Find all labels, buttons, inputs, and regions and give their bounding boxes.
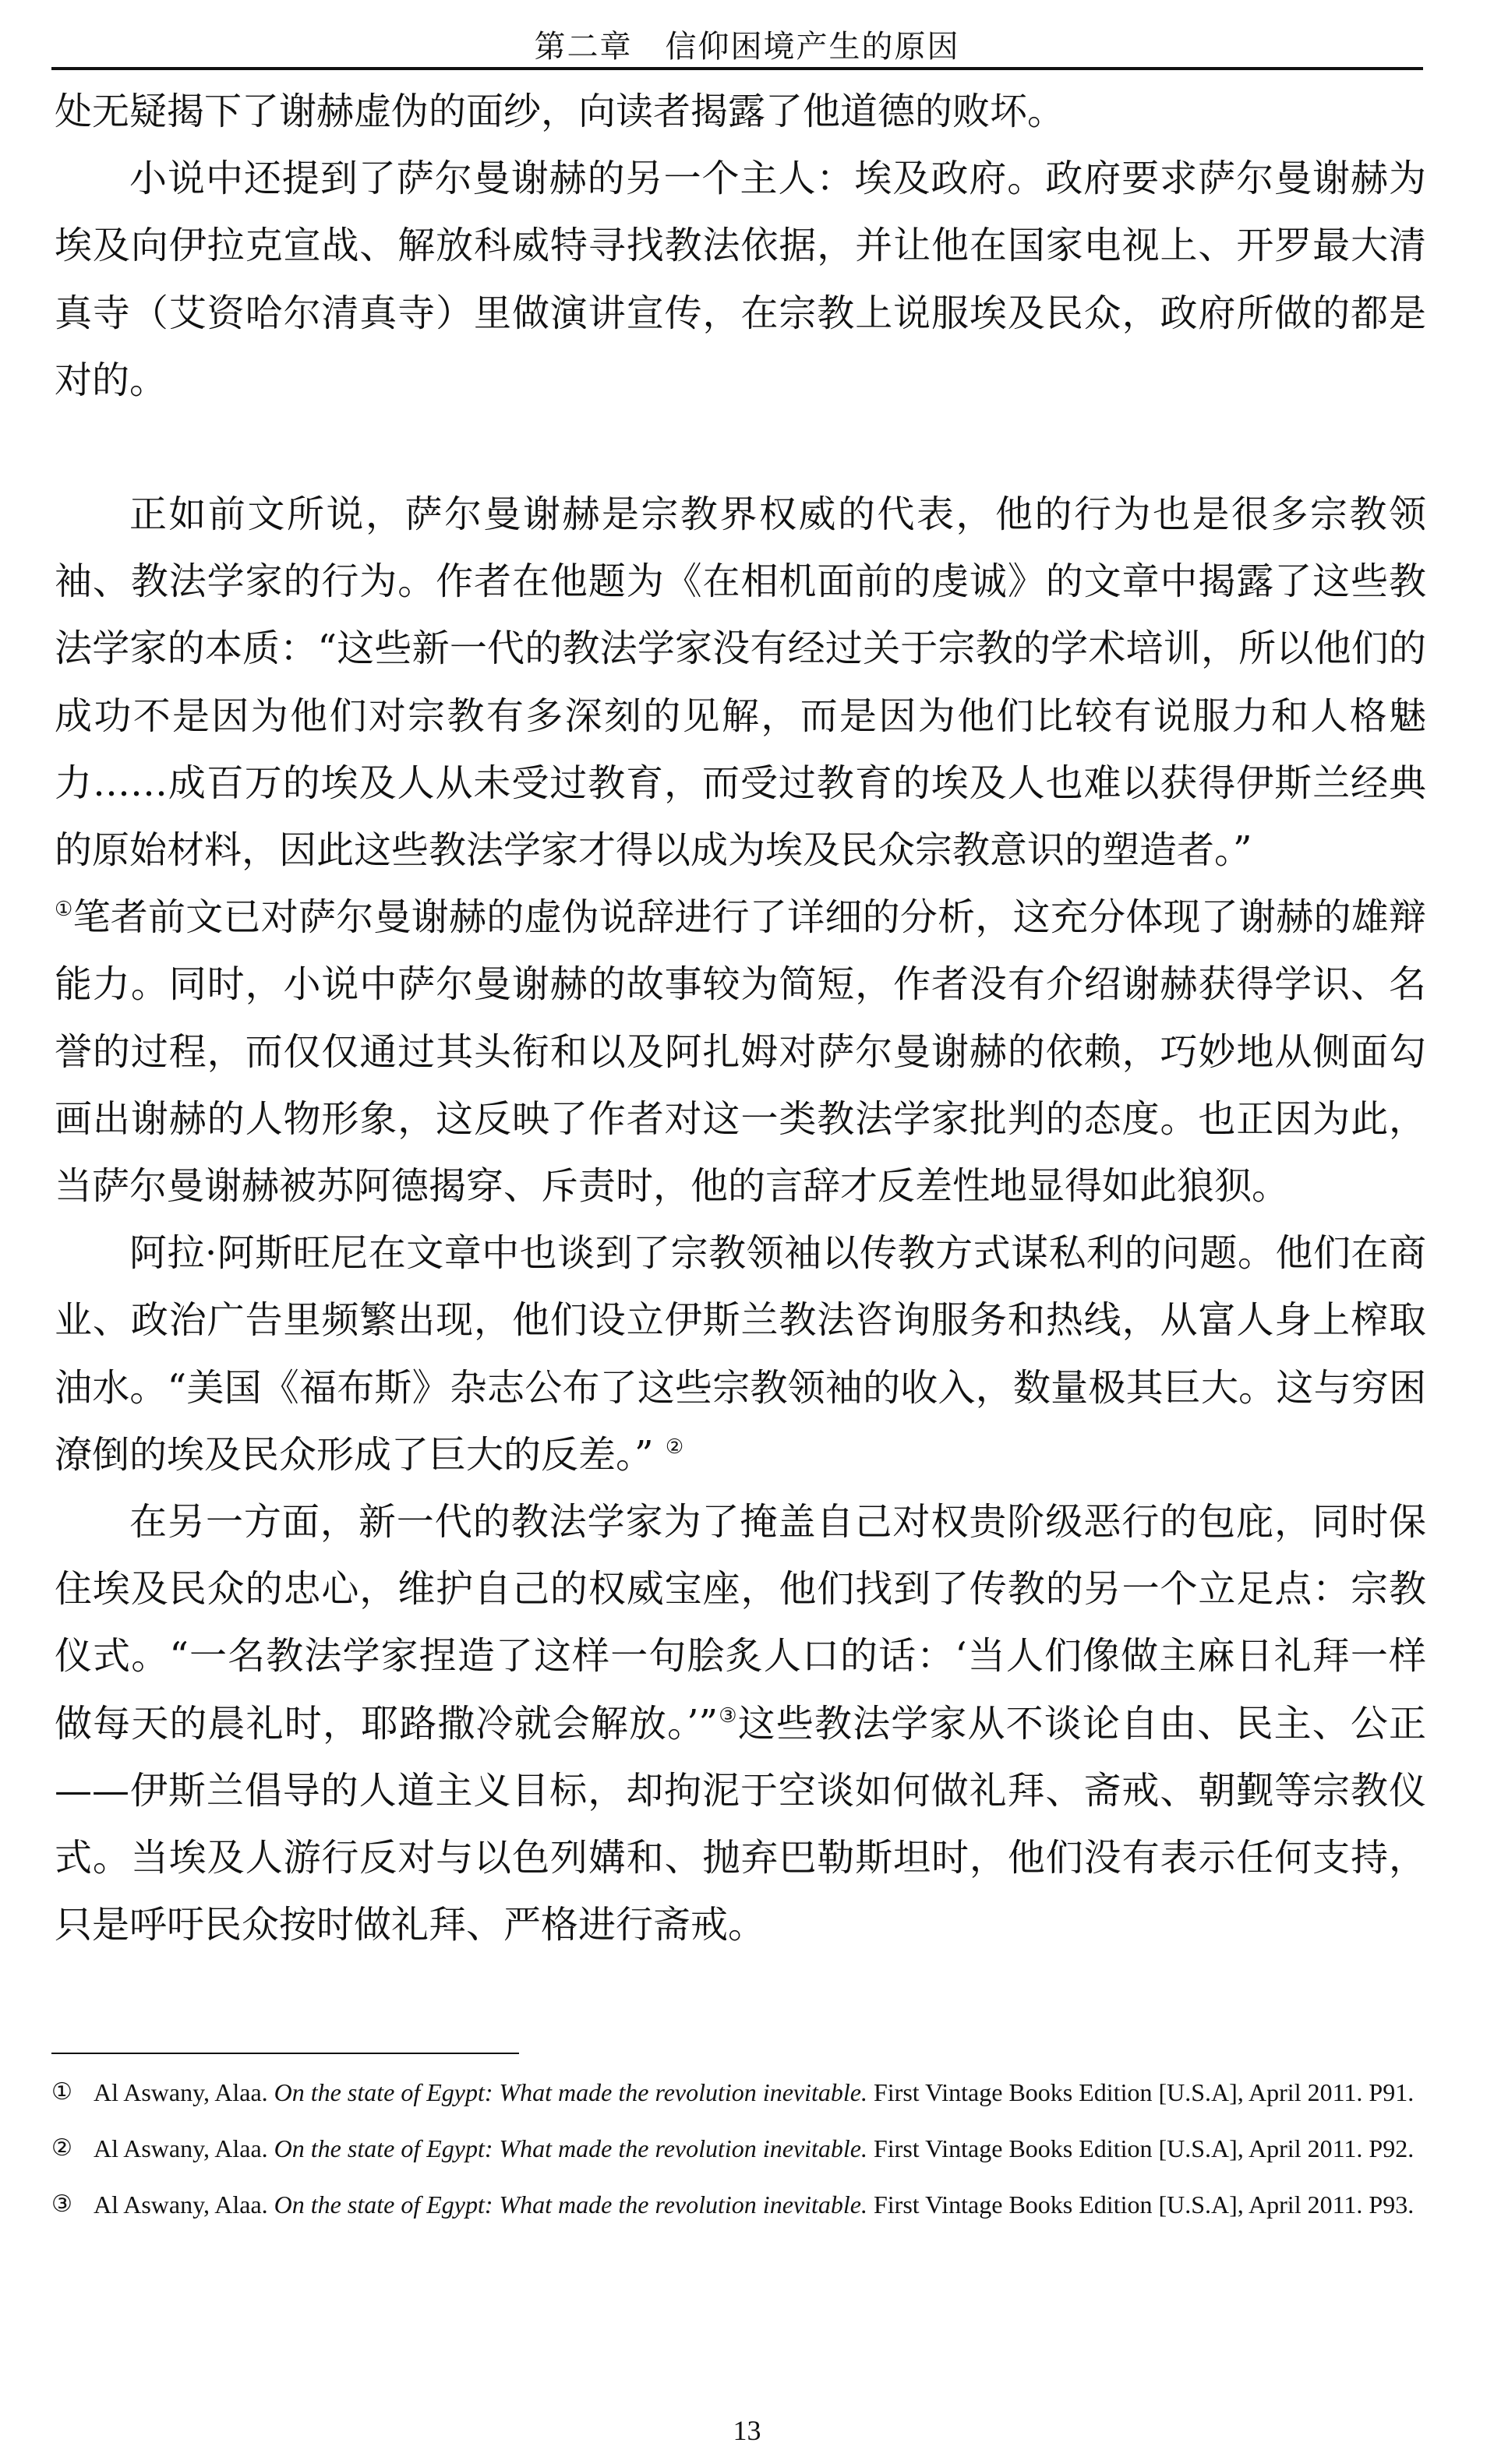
paragraph-scholars-part-a: 正如前文所说，萨尔曼谢赫是宗教界权威的代表，他的行为也是很多宗教领袖、教法学家的行为。作者在他题为《在相机面前的虔诚》的文章中揭露了这些教法学家的本质：“这些新一代的教法学家没有经过关于宗教的学术培训，所以他们的成功不是因为他们对宗教有多深刻的见解，而是因为他们比较有说服力和人格魅力……成百万的埃及人从未受过教育，而受过教育的埃及人也难以获得伊斯兰经典的原始材料，因此这些教法学家才得以成为埃及民众宗教意识的塑造者。” xyxy=(55,492,1426,873)
footnote-ref-3: ③ xyxy=(718,1703,738,1728)
paragraph-scholars xyxy=(55,481,1426,1220)
paragraph-rituals xyxy=(55,1488,1426,1958)
footnote-author: Al Aswany, Alaa. xyxy=(94,2078,268,2106)
footnote-author: Al Aswany, Alaa. xyxy=(94,2134,268,2162)
footnote-mark-3: ③ xyxy=(51,2191,72,2217)
footnote-mark-1: ① xyxy=(51,2079,72,2105)
footnote-mark-2: ② xyxy=(51,2135,72,2161)
footnotes xyxy=(51,2073,1423,2241)
footnote-text-2 xyxy=(90,2129,1423,2168)
footnote-publication: First Vintage Books Edition [U.S.A], April 2011. P92. xyxy=(873,2134,1415,2162)
header-rule xyxy=(51,67,1423,70)
paragraph-rituals-part-a: 在另一方面，新一代的教法学家为了掩盖自己对权贵阶级恶行的包庇，同时保住埃及民众的忠心，维护自己的权威宝座，他们找到了传教的另一个立足点：宗教仪式。“一名教法学家捏造了这样一句脍炙人口的话：‘当人们像做主麻日礼拜一样做每天的晨礼时，耶路撒冷就会解放。’” xyxy=(55,1500,1426,1746)
footnote-book-title: On the state of Egypt: What made the revolution inevitable. xyxy=(274,2190,867,2219)
footnote-book-title: On the state of Egypt: What made the revolution inevitable. xyxy=(274,2078,867,2106)
footnote-ref-2: ② xyxy=(665,1435,684,1459)
footnote-ref-1: ① xyxy=(55,898,73,922)
paragraph-aswany xyxy=(55,1220,1426,1488)
footnote-3 xyxy=(51,2185,1423,2224)
footnote-publication: First Vintage Books Edition [U.S.A], April 2011. P91. xyxy=(873,2078,1415,2106)
footnote-book-title: On the state of Egypt: What made the revolution inevitable. xyxy=(274,2134,867,2162)
footnote-text-3 xyxy=(90,2185,1423,2224)
running-header: 第二章 信仰困境产生的原因 xyxy=(534,29,960,65)
paragraph-aswany-text: 阿拉·阿斯旺尼在文章中也谈到了宗教领袖以传教方式谋私利的问题。他们在商业、政治广告里频繁出现，他们设立伊斯兰教法咨询服务和热线，从富人身上榨取油水。“美国《福布斯》杂志公布了这些宗教领袖的收入，数量极其巨大。这与穷困潦倒的埃及民众形成了巨大的反差。” xyxy=(55,1231,1426,1477)
paragraph-rituals-part-b: 这些教法学家从不谈论自由、民主、公正——伊斯兰倡导的人道主义目标，却拘泥于空谈如何做礼拜、斋戒、朝觐等宗教仪式。当埃及人游行反对与以色列媾和、抛弃巴勒斯坦时，他们没有表示任何支持，只是呼吁民众按时做礼拜、严格进行斋戒。 xyxy=(55,1701,1426,1947)
footnote-text-1 xyxy=(90,2073,1423,2112)
footnote-author: Al Aswany, Alaa. xyxy=(94,2190,268,2219)
body-text xyxy=(55,78,1426,1958)
page-number: 13 xyxy=(733,2415,761,2446)
paragraph-government: 小说中还提到了萨尔曼谢赫的另一个主人：埃及政府。政府要求萨尔曼谢赫为埃及向伊拉克宣战、解放科威特寻找教法依据，并让他在国家电视上、开罗最大清真寺（艾资哈尔清真寺）里做演讲宣传，在宗教上说服埃及民众，政府所做的都是对的。 xyxy=(55,157,1426,402)
paragraph-continuation: 处无疑揭下了谢赫虚伪的面纱，向读者揭露了他道德的败坏。 xyxy=(55,90,1065,133)
footnote-2 xyxy=(51,2129,1423,2168)
footnote-rule xyxy=(51,2053,519,2054)
footnote-publication: First Vintage Books Edition [U.S.A], April 2011. P93. xyxy=(873,2190,1415,2219)
paragraph-scholars-part-b: 笔者前文已对萨尔曼谢赫的虚伪说辞进行了详细的分析，这充分体现了谢赫的雄辩能力。同时，小说中萨尔曼谢赫的故事较为简短，作者没有介绍谢赫获得学识、名誉的过程，而仅仅通过其头衔和以及阿扎姆对萨尔曼谢赫的依赖，巧妙地从侧面勾画出谢赫的人物形象，这反映了作者对这一类教法学家批判的态度。也正因为此，当萨尔曼谢赫被苏阿德揭穿、斥责时，他的言辞才反差性地显得如此狼狈。 xyxy=(55,895,1426,1209)
footnote-1 xyxy=(51,2073,1423,2112)
